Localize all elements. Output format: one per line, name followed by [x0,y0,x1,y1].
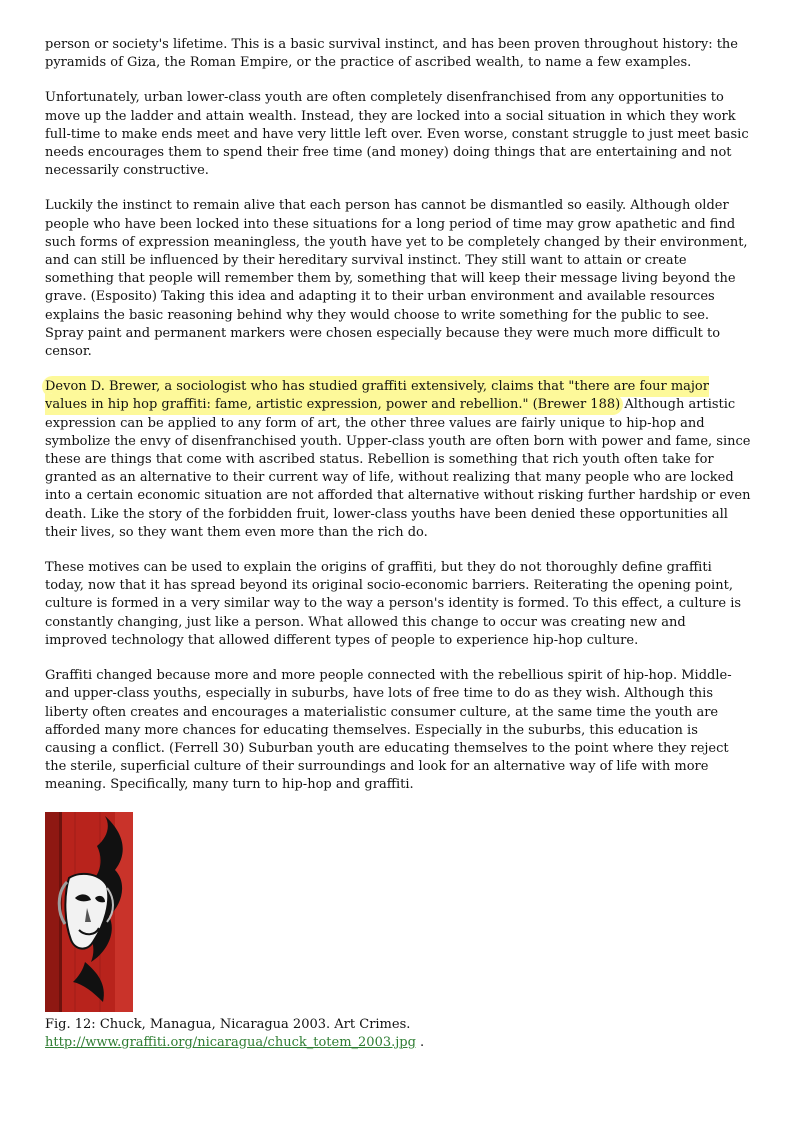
paragraph-6 [45,667,751,794]
paragraph-2 [45,89,751,180]
figure-source-link[interactable]: http://www.graffiti.org/nicaragua/chuck_totem_2003.jpg [45,1034,416,1050]
link-suffix: . [415,1034,425,1050]
paragraph-text: person or society's lifetime. This is a basic survival instinct, and has been proven throughout history: the pyramids of Giza, the Roman Empire, or the practice of ascribed wealth, to name a few examples. [45,37,738,71]
paragraph-5 [45,559,751,650]
figure-12 [45,812,751,1052]
graffiti-totem-image [45,812,133,1012]
paragraph-1 [45,36,751,72]
caption-text: Fig. 12: Chuck, Managua, Nicaragua 2003. Art Crimes. [45,1016,411,1032]
paragraph-4 [45,378,751,542]
paragraph-text: Luckily the instinct to remain alive that each person has cannot be dismantled so easily. Although older people who have been locked into these situations for a long period of time may grow apathetic and find such forms of expression meaningless, the youth have yet to be completely changed by their environment, and can still be influenced by their hereditary survival instinct. They still want to attain or create something that people will remember them by, something that will keep their message living beyond the grave. (Esposito) Taking this idea and adapting it to their urban environment and available resources explains the basic reasoning behind why they would choose to write something for the public to see. Spray paint and permanent markers were chosen especially because they were much more difficult to censor. [45,198,748,360]
paragraph-text: These motives can be used to explain the origins of graffiti, but they do not thoroughly define graffiti today, now that it has spread beyond its original socio-economic barriers. Reiterating the opening point, culture is formed in a very similar way to the way a person's identity is formed. To this effect, a culture is constantly changing, just like a person. What allowed this change to occur was creating new and improved technology that allowed different types of people to experience hip-hop culture. [45,560,742,648]
paragraph-text: Graffiti changed because more and more people connected with the rebellious spirit of hip-hop. Middle- and upper-class youths, especially in suburbs, have lots of free time to do as they wish. Although this liberty often creates and encourages a materialistic consumer culture, at the same time the youth are afforded many more chances for educating themselves. Especially in the suburbs, this education is causing a conflict. (Ferrell 30) Suburban youth are educating themselves to the point where they reject the sterile, superficial culture of their surroundings and look for an alternative way of life with more meaning. Specifically, many turn to hip-hop and graffiti. [45,668,732,793]
highlighted-quote: Devon D. Brewer, a sociologist who has studied graffiti extensively, claims that "there are four major values in hip hop graffiti: fame, artistic expression, power and rebellion." (Brewer 188) [45,379,709,413]
paragraph-3 [45,197,751,361]
figure-caption [45,1016,751,1052]
paragraph-text: Unfortunately, urban lower-class youth are often completely disenfranchised from any opportunities to move up the ladder and attain wealth. Instead, they are locked into a social situation in which they work full-time to make ends meet and have very little left over. Even worse, constant struggle to just meet basic needs encourages them to spend their free time (and money) doing things that are entertaining and not necessarily constructive. [45,90,749,179]
document-page [45,36,751,1052]
paragraph-text: Although artistic expression can be applied to any form of art, the other three values are fairly unique to hip-hop and symbolize the envy of disenfranchised youth. Upper-class youth are often born with power and fame, since these are things that come with ascribed status. Rebellion is something that rich youth often take for granted as an alternative to their current way of life, without realizing that many people who are locked into a certain economic situation are not afforded that alternative without risking further hardship or even death. Like the story of the forbidden fruit, lower-class youths have been denied these opportunities all their lives, so they want them even more than the rich do. [45,397,751,540]
